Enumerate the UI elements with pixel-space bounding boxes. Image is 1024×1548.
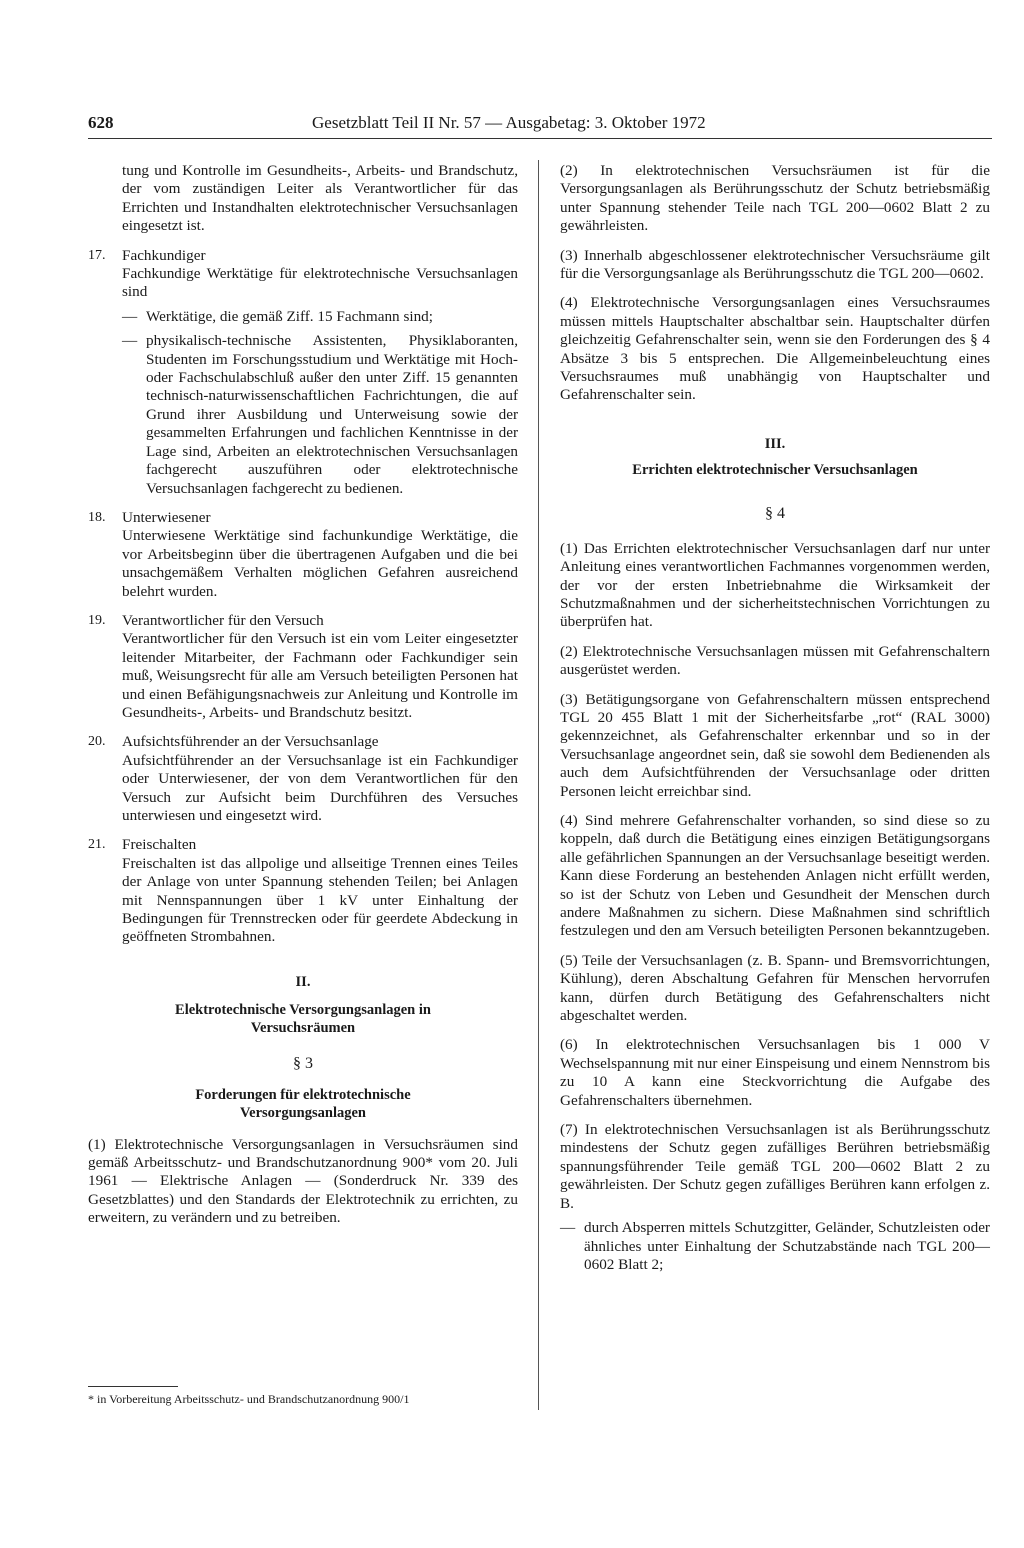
dash-marker: — bbox=[560, 1219, 576, 1237]
section-heading: Elektrotechnische Versorgungsanlagen in Versuchsräumen bbox=[175, 1002, 431, 1037]
definition-text: Freischalten ist das allpolige und allseitige Trennen eines Teiles der Anlage von unter Spannung stehenden Teilen; bei Anlagen mit Nennspannungen über 1 kV unter Einhaltung der Bedingungen für Trennstrecken oder für geerdete Abdeckung in geöffneten Strombahnen. bbox=[122, 854, 518, 946]
body-paragraph: (2) Elektrotechnische Versuchsanlagen müssen mit Gefahrenschaltern ausgerüstet werden. bbox=[560, 642, 990, 679]
definition-number: 17. bbox=[88, 247, 106, 263]
list-item-text: durch Absperren mittels Schutzgitter, Geländer, Schutzleisten oder ähnliches unter Einhaltung der Schutzabstände nach TGL 200—0602 Blatt 2; bbox=[584, 1219, 990, 1273]
column-divider bbox=[538, 160, 539, 1410]
definition-number: 20. bbox=[88, 734, 106, 750]
section-number: II. bbox=[295, 973, 311, 990]
section-heading: Errichten elektrotechnischer Versuchsanlagen bbox=[632, 462, 918, 479]
list-item bbox=[122, 332, 518, 498]
paragraph-number: § 4 bbox=[765, 505, 785, 523]
definition-term: Freischalten bbox=[122, 836, 197, 854]
section-number: III. bbox=[764, 435, 786, 452]
definition-text: Fachkundige Werktätige für elektrotechnische Versuchsanlagen sind bbox=[122, 265, 518, 301]
intro-paragraph: tung und Kontrolle im Gesundheits-, Arbeits- und Brandschutz, der vom zuständigen Leiter als Verantwortlicher für das Errichten und Instandhalten elektrotechnischer Versuchsanlagen eingesetzt ist. bbox=[122, 162, 518, 235]
right-column bbox=[560, 162, 990, 1274]
definition-text: Verantwortlicher für den Versuch ist ein vom Leiter eingesetzter leitender Mitarbeiter, der Fachmann oder Fachkundiger sein muß, Weisungsrecht für alle am Versuch beteiligten Personen hat und einen Befähigungsnachweis zur Anleitung und Kontrolle im Gesundheits-, Arbeits- und Brandschutz besitzt. bbox=[122, 630, 518, 721]
dash-marker: — bbox=[122, 307, 138, 325]
definition-19 bbox=[88, 612, 518, 722]
list-item bbox=[560, 1219, 990, 1274]
list-item-text: physikalisch-technische Assistenten, Physiklaboranten, Studenten im Forschungsstudium und Werktätige mit Hoch- oder Fachschulabschluß außer den unter Ziff. 15 genannten technisch-naturwissenschaftlichen Fachrichtungen, die auf Grund ihrer Ausbildung und Unterweisung sowie der gesammelten Erfahrungen und fachlichen Kenntnisse in der Lage sind, Arbeiten an elektrotechnischen Versuchsanlagen fachgerecht auszuführen oder elektrotechnische Versuchsanlagen fachgerecht zu bedienen. bbox=[146, 332, 518, 497]
body-paragraph: (2) In elektrotechnischen Versuchsräumen ist für die Versorgungsanlagen als Berührungsschutz der Schutz betriebsmäßig unter Spannung stehender Teile nach TGL 200—0602 Blatt 2 zu gewährleisten. bbox=[560, 162, 990, 235]
body-paragraph: (3) Betätigungsorgane von Gefahrenschaltern müssen entsprechend TGL 20 455 Blatt 1 mit der Sicherheitsfarbe „rot“ (RAL 3000) gekennzeichnet, als Gefahrenschalter erkennbar und so in der Versuchsanlage angeordnet sein, daß sie sowohl dem Bedienenden als auch dem Aufsichtführenden der Versuchsanlage oder dritten Personen leicht erreichbar sind. bbox=[560, 690, 990, 800]
list-item bbox=[122, 308, 518, 326]
header-rule bbox=[88, 138, 992, 139]
body-paragraph: (5) Teile der Versuchsanlagen (z. B. Spann- und Bremsvorrichtungen, Kühlung), deren Abschaltung Gefahren für Menschen hervorrufen kann, dürfen durch Betätigung des Gefahrenschalters nicht abgeschaltet werden. bbox=[560, 951, 990, 1025]
definition-18 bbox=[88, 509, 518, 601]
definition-number: 19. bbox=[88, 612, 106, 628]
footnote-rule bbox=[88, 1386, 178, 1387]
definition-term: Verantwortlicher für den Versuch bbox=[122, 611, 324, 629]
paragraph-heading: Forderungen für elektrotechnische Versorgungsanlagen bbox=[195, 1086, 411, 1121]
left-column bbox=[88, 162, 518, 1228]
body-paragraph: (1) Das Errichten elektrotechnischer Versuchsanlagen darf nur unter Anleitung eines verantwortlichen Fachmannes vorgenommen werden, der vor der ersten Inbetriebnahme die Wirksamkeit der Schutzmaßnahmen und der sicherheitstechnischen Vorrichtungen zu überprüfen hat. bbox=[560, 539, 990, 631]
dash-marker: — bbox=[122, 332, 138, 350]
definition-text: Unterwiesene Werktätige sind fachunkundige Werktätige, die vor Arbeitsbeginn über die übertragenen Aufgaben und die bei unsachgemäßem Verhalten möglichen Gefahren ausreichend belehrt wurden. bbox=[122, 527, 518, 600]
body-paragraph: (6) In elektrotechnischen Versuchsanlagen bis 1 000 V Wechselspannung mit nur einer Einspeisung und einem Nennstrom bis zu 10 A kann eine Steckvorrichtung die Aufgabe des Gefahrenschalters übernehmen. bbox=[560, 1036, 990, 1109]
definition-text: Aufsichtführender an der Versuchsanlage ist ein Fachkundiger oder Unterwiesener, der von dem Verantwortlichen für den Versuch zur Aufsicht beim Durchführen des Versuches unterwiesen und eingesetzt wird. bbox=[122, 751, 518, 824]
definition-21 bbox=[88, 836, 518, 946]
body-paragraph: (4) Elektrotechnische Versorgungsanlagen eines Versuchsraumes müssen mittels Hauptschalter abschaltbar sein. Hauptschalter dürfen gleichzeitig Gefahrenschalter sein, wenn sie den Forderungen des § 4 Absätze 3 bis 5 entsprechen. Die Allgemeinbeleuchtung eines Versuchsraumes muß unabhängig von Hauptschalter und Gefahrenschalter sein. bbox=[560, 294, 990, 404]
definition-number: 18. bbox=[88, 509, 106, 525]
definition-term: Fachkundiger bbox=[122, 246, 206, 264]
definition-17 bbox=[88, 247, 518, 498]
list-item-text: Werktätige, die gemäß Ziff. 15 Fachmann sind; bbox=[146, 307, 433, 325]
running-title: Gesetzblatt Teil II Nr. 57 — Ausgabetag: 3. Oktober 1972 bbox=[312, 113, 706, 132]
body-paragraph: (4) Sind mehrere Gefahrenschalter vorhanden, so sind diese so zu koppeln, daß durch die Betätigung eines einzigen Betätigungsorgans alle gefährlichen Spannungen an der Versuchsanlage beseitigt werden. Kann diese Forderung an bestehenden Anlagen nicht erfüllt werden, so ist der Schutz von Leben und Gesundheit der Menschen durch andere Maßnahmen zu sichern. Diese Maßnahmen sind schriftlich festzulegen und den am Versuch beteiligten Personen bekanntzugeben. bbox=[560, 811, 990, 940]
body-paragraph: (3) Innerhalb abgeschlossener elektrotechnischer Versuchsräume gilt für die Versorgungsanlage als Berührungsschutz die TGL 200—0602. bbox=[560, 246, 990, 283]
body-paragraph: (7) In elektrotechnischen Versuchsanlagen ist als Berührungsschutz mindestens der Schutz gegen zufälliges Berühren betriebsmäßig spannungsführender Teile gemäß TGL 200—0602 Blatt 2 zu gewährleisten. Der Schutz gegen zufälliges Berühren kann erfolgen z. B. bbox=[560, 1121, 990, 1212]
definition-term: Unterwiesener bbox=[122, 508, 211, 526]
definition-term: Aufsichtsführender an der Versuchsanlage bbox=[122, 733, 379, 751]
definition-20 bbox=[88, 733, 518, 825]
paragraph-number: § 3 bbox=[293, 1055, 313, 1073]
definition-number: 21. bbox=[88, 837, 106, 853]
page-number: 628 bbox=[88, 113, 114, 132]
footnote: * in Vorbereitung Arbeitsschutz- und Brandschutzanordnung 900/1 bbox=[88, 1392, 410, 1406]
body-paragraph: (1) Elektrotechnische Versorgungsanlagen in Versuchsräumen sind gemäß Arbeitsschutz- und Brandschutzanordnung 900* vom 20. Juli 1961 — Elektrische Anlagen — (Sonderdruck Nr. 339 des Gesetzblattes) und den Standards der Elektrotechnik zu errichten, zu erweitern, zu verändern und zu betreiben. bbox=[88, 1135, 518, 1227]
